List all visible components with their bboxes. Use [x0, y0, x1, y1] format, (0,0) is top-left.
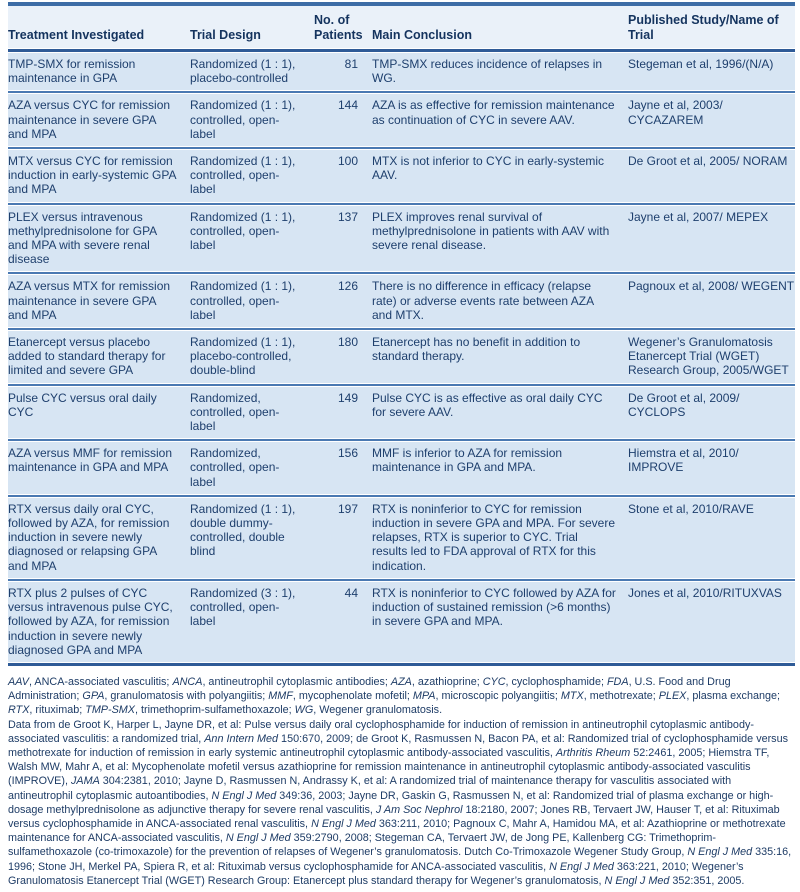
patients-count-cell: 156	[337, 446, 358, 461]
table-row	[8, 150, 795, 202]
trial-design-cell: Randomized (1 : 1), double dummy-controlled, double blind	[190, 501, 296, 559]
treatment-cell: TMP-SMX for remission maintenance in GPA	[8, 57, 136, 86]
study-cell: De Groot et al, 2009/ CYCLOPS	[628, 390, 740, 419]
header-trial-design: Trial Design	[190, 28, 261, 42]
conclusion-cell: PLEX improves renal survival of methylprednisolone in patients with AAV with severe renal disease.	[372, 209, 610, 253]
treatment-cell: Etanercept versus placebo added to standard therapy for limited and severe GPA	[8, 335, 166, 378]
treatment-cell: RTX plus 2 pulses of CYC versus intravenous pulse CYC, followed by AZA, for remission induction in severe newly diagnosed GPA and MPA	[8, 585, 173, 657]
row-divider	[8, 328, 795, 330]
conclusion-cell: RTX is noninferior to CYC for remission induction in severe GPA and MPA. For severe relapses, RTX is superior to CYC. Trial results led to FDA approval of RTX for this indication.	[372, 501, 616, 573]
row-divider	[8, 272, 795, 274]
treatment-cell: PLEX versus intravenous methylprednisolone for GPA and MPA with severe renal disease	[8, 209, 157, 267]
row-divider	[8, 203, 795, 205]
treatment-cell: Pulse CYC versus oral daily CYC	[8, 390, 157, 419]
table-row	[8, 53, 795, 90]
conclusion-cell: Pulse CYC is as effective as oral daily CYC for severe AAV.	[372, 390, 603, 419]
trial-design-cell: Randomized (1 : 1), controlled, open-label	[190, 154, 296, 197]
table-row	[8, 275, 795, 327]
study-cell: Wegener’s Granulomatosis Etanercept Trial (WGET) Research Group, 2005/WGET	[628, 335, 789, 378]
trial-design-cell: Randomized (1 : 1), placebo-controlled	[190, 57, 296, 86]
header-no-of-patients: No. of Patients	[314, 13, 363, 42]
table-row	[8, 94, 795, 146]
study-cell: Jones et al, 2010/RITUXVAS	[628, 585, 782, 600]
row-divider	[8, 147, 795, 149]
patients-count-cell: 44	[344, 585, 358, 600]
patients-count-cell: 144	[337, 98, 358, 113]
table-bottom-border	[8, 663, 795, 666]
footnotes	[8, 675, 795, 888]
study-cell: De Groot et al, 2005/ NORAM	[628, 154, 788, 169]
row-divider	[8, 91, 795, 93]
study-cell: Jayne et al, 2003/ CYCAZAREM	[628, 98, 723, 127]
table-body	[8, 53, 795, 662]
row-divider	[8, 495, 795, 497]
treatment-cell: AZA versus MTX for remission maintenance in severe GPA and MPA	[8, 279, 171, 322]
patients-count-cell: 180	[337, 335, 358, 350]
table-row	[8, 206, 795, 272]
treatment-cell: AZA versus MMF for remission maintenance in GPA and MPA	[8, 446, 173, 475]
treatment-cell: RTX versus daily oral CYC, followed by AZA, for remission induction in severe newly diagnosed or relapsing GPA and MPA	[8, 501, 170, 573]
table-row	[8, 331, 795, 383]
header-treatment-investigated: Treatment Investigated	[8, 28, 145, 42]
trial-design-cell: Randomized (1 : 1), controlled, open-label	[190, 279, 296, 322]
abbreviations-note: AAV, ANCA-associated vasculitis; ANCA, antineutrophil cytoplasmic antibodies; AZA, azathioprine; CYC, cyclophosphamide; FDA, U.S. Food and Drug Administration; GPA, granulomatosis with polyangiitis; MMF, mycophenolate mofetil; MPA, microscopic polyangiitis; MTX, methotrexate; PLEX, plasma exchange; RTX, rituximab; TMP-SMX, trimethoprim-sulfamethoxazole; WG, Wegener granulomatosis.	[8, 675, 780, 717]
patients-count-cell: 100	[337, 154, 358, 169]
row-divider	[8, 384, 795, 386]
trial-design-cell: Randomized, controlled, open-label	[190, 390, 280, 434]
study-cell: Stegeman et al, 1996/(N/A)	[628, 57, 774, 71]
patients-count-cell: 81	[344, 57, 358, 71]
conclusion-cell: MMF is inferior to AZA for remission maintenance in GPA and MPA.	[372, 446, 563, 475]
table-row	[8, 387, 795, 439]
row-divider	[8, 579, 795, 581]
table-header-row	[8, 6, 795, 48]
table-row	[8, 498, 795, 578]
trial-design-cell: Randomized (1 : 1), placebo-controlled, double-blind	[190, 335, 296, 378]
trial-design-cell: Randomized (3 : 1), controlled, open-label	[190, 585, 296, 629]
trial-design-cell: Randomized, controlled, open-label	[190, 446, 280, 489]
header-divider	[8, 49, 795, 52]
conclusion-cell: MTX is not inferior to CYC in early-systemic AAV.	[372, 154, 605, 183]
conclusion-cell: TMP-SMX reduces incidence of relapses in WG.	[372, 57, 603, 86]
table-row	[8, 582, 795, 662]
patients-count-cell: 126	[337, 279, 358, 294]
patients-count-cell: 149	[337, 390, 358, 405]
table-row	[8, 442, 795, 494]
conclusion-cell: AZA is as effective for remission maintenance as continuation of CYC in severe AAV.	[372, 98, 615, 127]
study-cell: Hiemstra et al, 2010/ IMPROVE	[628, 446, 739, 475]
patients-count-cell: 197	[337, 501, 358, 516]
trial-design-cell: Randomized (1 : 1), controlled, open-label	[190, 209, 296, 253]
study-cell: Pagnoux et al, 2008/ WEGENT	[628, 279, 795, 294]
treatment-cell: MTX versus CYC for remission induction in early-systemic GPA and MPA	[8, 154, 176, 197]
conclusion-cell: Etanercept has no benefit in addition to standard therapy.	[372, 335, 581, 364]
study-cell: Jayne et al, 2007/ MEPEX	[628, 209, 769, 224]
conclusion-cell: RTX is noninferior to CYC followed by AZA for induction of sustained remission (>6 months) in severe GPA and MPA.	[372, 585, 616, 629]
trial-design-cell: Randomized (1 : 1), controlled, open-label	[190, 98, 296, 141]
header-main-conclusion: Main Conclusion	[372, 28, 472, 42]
study-cell: Stone et al, 2010/RAVE	[628, 501, 754, 516]
treatment-cell: AZA versus CYC for remission maintenance in severe GPA and MPA	[8, 98, 171, 141]
patients-count-cell: 137	[337, 209, 358, 224]
row-divider	[8, 439, 795, 441]
data-sources-note: Data from de Groot K, Harper L, Jayne DR, et al: Pulse versus daily oral cyclophosphamide for induction of remission in antineutrophil cytoplasmic antibody-associated vasculitis: a randomized trial, Ann Intern Med 150:670, 2009; de Groot K, Rasmussen N, Bacon PA, et al: Randomized trial of cyclophosphamide versus methotrexate for induction of remission in early systemic antineutrophil cytoplasmic antibody-associated vasculitis, Arthritis Rheum 52:2461, 2005; Hiemstra TF, Walsh MW, Mahr A, et al: Mycophenolate mofetil versus azathioprine for remission maintenance in antineutrophil cytoplasmic antibody-associated vasculitis (IMPROVE), JAMA 304:2381, 2010; Jayne D, Rasmussen N, Andrassy K, et al: A randomized trial of maintenance therapy for vasculitis associated with antineutrophil cytoplasmic autoantibodies, N Engl J Med 349:36, 2003; Jayne DR, Gaskin G, Rasmussen N, et al: Randomized trial of plasma exchange or high-dosage methylprednisolone as adjunctive therapy for severe renal vasculitis, J Am Soc Nephrol 18:2180, 2007; Jones RB, Tervaert JW, Hauser T, et al: Rituximab versus cyclophosphamide in ANCA-associated renal vasculitis, N Engl J Med 363:211, 2010; Pagnoux C, Mahr A, Hamidou MA, et al: Azathioprine or methotrexate maintenance for ANCA-associated vasculitis, N Engl J Med 359:2790, 2008; Stegeman CA, Tervaert JW, de Jong PE, Kallenberg CG: Trimethoprim-sulfamethoxazole (co-trimoxazole) for the prevention of relapses of Wegener’s granulomatosis. Dutch Co-Trimoxazole Wegener Study Group, N Engl J Med 335:16, 1996; Stone JH, Merkel PA, Spiera R, et al: Rituximab versus cyclophosphamide for ANCA-associated vasculitis, N Engl J Med 363:221, 2010; Wegener’s Granulomatosis Etanercept Trial (WGET) Research Group: Etanercept plus standard therapy for Wegener’s granulomatosis, N Engl J Med 352:351, 2005.	[8, 718, 792, 887]
conclusion-cell: There is no difference in efficacy (relapse rate) or adverse events rate between AZA and MTX.	[372, 279, 594, 322]
header-published-study: Published Study/Name of Trial	[628, 13, 779, 42]
